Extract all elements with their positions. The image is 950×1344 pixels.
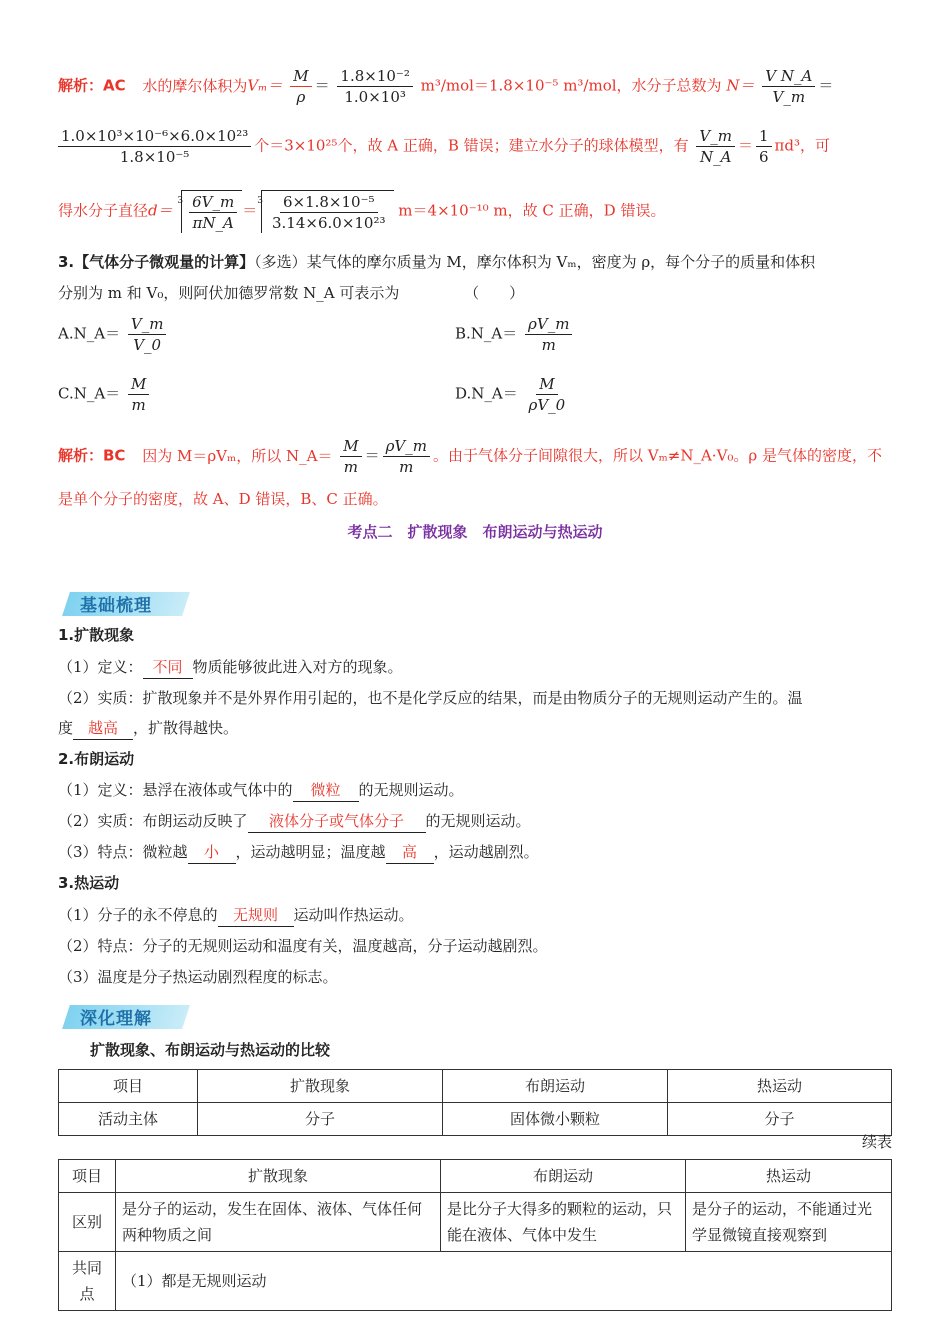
solution1-line2: $\frac{\text{1.0×10³×10⁻⁶×6.0×10²³}}{\text{1.8×10⁻⁵}}$ 个＝3×10²⁵个，故 A 正确，B 错误；建立水分子的球体模型，有 $\frac{V\_m}{N\_A}$ ＝ $\frac{1}{6}$ πd³，可: [58, 126, 830, 167]
table-row: [59, 1103, 892, 1136]
equals: ＝: [364, 446, 380, 465]
frac-num: M: [128, 374, 149, 395]
frac-n2: [58, 126, 251, 167]
frac-num: 6×1.8×10⁻⁵: [280, 192, 378, 213]
fill-blank: 不同: [143, 656, 193, 679]
frac-m-rho: [290, 66, 311, 107]
compare-title: 扩散现象、布朗运动与热运动的比较: [90, 1041, 331, 1059]
text: 的无规则运动。: [425, 812, 531, 830]
section-title: 考点二 扩散现象 布朗运动与热运动: [347, 523, 603, 541]
frac-n: [762, 66, 815, 107]
text: ，扩散得越快。: [133, 719, 239, 737]
thermal-l1: [58, 904, 414, 927]
solution3-text-a: 因为 M＝ρVₘ，所以 N_A＝: [142, 446, 333, 465]
frac-den: m: [399, 458, 414, 476]
solution1-text-d: πd³，可: [774, 136, 830, 155]
frac-num: V_m: [128, 314, 167, 335]
table-row: [59, 1252, 892, 1311]
badge-deep: 深化理解: [80, 1009, 152, 1029]
solution1-label: 解析：AC: [58, 76, 126, 95]
question3-line2: [58, 282, 524, 304]
frac-vm-na: [696, 126, 735, 167]
option-lhs: N_A＝: [73, 384, 121, 403]
text: 物质能够彼此进入对方的现象。: [192, 658, 403, 676]
option-lhs: N_A＝: [471, 384, 518, 403]
option-lhs: N_A＝: [470, 324, 518, 343]
compare-table-2: [58, 1159, 892, 1311]
text: （2）实质：布朗运动反映了: [58, 812, 248, 830]
table-cell: 布朗运动: [443, 1070, 668, 1103]
option-label: A.: [58, 324, 74, 343]
brownian-feature: [58, 841, 539, 864]
text: （1）定义：: [58, 658, 143, 676]
fill-blank: 越高: [73, 717, 133, 740]
table-cell: 扩散现象: [116, 1160, 441, 1193]
question-text-2: 分别为 m 和 V₀，则阿伏加德罗常数 N_A 可表示为: [58, 284, 400, 302]
solution1-text-e: 得水分子直径: [58, 201, 149, 220]
table-cell: 项目: [59, 1160, 116, 1193]
brownian-heading: 2.布朗运动: [58, 750, 135, 768]
brownian-essence: [58, 810, 531, 833]
n-eq: N＝: [726, 76, 755, 95]
text: 运动叫作热运动。: [293, 906, 414, 924]
diffusion-essence-2: [58, 717, 238, 740]
frac-den: m: [541, 336, 556, 354]
answer-paren: （ ）: [464, 284, 525, 302]
table-cell: 分子: [198, 1103, 443, 1136]
continued-label: 续表: [861, 1133, 892, 1151]
frac-num: 6V_m: [189, 192, 237, 213]
cube-root-1: 3 $\frac{6V\_m}{\pi N\_A}$: [177, 190, 242, 233]
solution1-text: 水的摩尔体积为: [142, 76, 248, 95]
text: ，运动越剧烈。: [433, 843, 539, 861]
compare-table-1: [58, 1069, 892, 1136]
frac-den: m: [131, 396, 146, 414]
frac-den: 6: [758, 148, 769, 166]
solution1-line1: 解析：AC 水的摩尔体积为Vₘ＝ $\frac{M}{\rho}$ ＝ $\frac{\text{1.8×10⁻²}}{\text{1.0×10³}}$ m³/mol＝1.8×10⁻⁵ m³/mol，水分子总数为 N＝ $\frac{\text{V N\_A}}{V\_m}$ ＝: [58, 67, 834, 106]
solution3-text-c: 是单个分子的密度，故 A、D 错误，B、C 正确。: [58, 490, 388, 508]
solution3-text-b: 。由于气体分子间隙很大，所以 Vₘ≠N_A·V₀。ρ 是气体的密度，不: [432, 446, 883, 465]
table-cell: 是比分子大得多的颗粒的运动，只能在液体、气体中发生: [441, 1193, 686, 1252]
option-label: B.: [455, 324, 471, 343]
frac-den: N_A: [699, 148, 732, 166]
table-cell: 热运动: [668, 1070, 892, 1103]
thermal-heading: 3.热运动: [58, 874, 120, 892]
text: 度: [58, 719, 74, 737]
table-cell: 固体微小颗粒: [443, 1103, 668, 1136]
option-b[interactable]: [455, 314, 575, 355]
diffusion-heading: 1.扩散现象: [58, 626, 135, 644]
thermal-l3: （3）温度是分子热运动剧烈程度的标志。: [58, 968, 338, 986]
frac-num: ρV_m: [383, 436, 430, 457]
text: 的无规则运动。: [358, 781, 464, 799]
table-cell: 布朗运动: [441, 1160, 686, 1193]
table-cell: （1）都是无规则运动: [116, 1252, 892, 1311]
brownian-def: [58, 779, 464, 802]
fill-blank: 无规则: [218, 904, 294, 927]
option-c[interactable]: [58, 374, 152, 415]
frac-den: ρ: [296, 88, 306, 106]
question3-line1: [58, 251, 815, 273]
fill-blank: 小: [188, 841, 236, 864]
d-eq: d＝: [148, 201, 173, 220]
table-cell: 是分子的运动，发生在固体、液体、气体任何两种物质之间: [116, 1193, 441, 1252]
option-label: C.: [58, 384, 74, 403]
frac-num: M: [340, 436, 361, 457]
frac-num: M: [290, 66, 311, 87]
solution3-line1: [58, 436, 882, 477]
text: （3）特点：微粒越: [58, 843, 188, 861]
frac-m-m: [340, 436, 361, 477]
text: （1）定义：悬浮在液体或气体中的: [58, 781, 293, 799]
fill-blank: 高: [386, 841, 434, 864]
thermal-l2: （2）特点：分子的无规则运动和温度有关，温度越高，分子运动越剧烈。: [58, 937, 548, 955]
frac-num: 1.8×10⁻²: [337, 66, 412, 87]
solution1-text-f: m＝4×10⁻¹⁰ m，故 C 正确，D 错误。: [398, 201, 666, 220]
frac-rhovm-m: [383, 436, 430, 477]
question-number: 3.: [58, 253, 75, 271]
solution3-line2: [58, 488, 388, 510]
fill-blank: 液体分子或气体分子: [248, 810, 426, 833]
table-header-row: [59, 1070, 892, 1103]
frac-num: V N_A: [762, 66, 815, 87]
option-lhs: N_A＝: [73, 324, 121, 343]
option-a[interactable]: [58, 314, 169, 355]
frac-1-6: [756, 126, 772, 167]
frac-value: [337, 66, 412, 107]
frac-num: 1: [756, 126, 772, 147]
frac-den: ρV_0: [528, 396, 566, 414]
table-cell: 活动主体: [59, 1103, 198, 1136]
solution1-text-b: m³/mol＝1.8×10⁻⁵ m³/mol，水分子总数为: [420, 76, 722, 95]
diffusion-def: [58, 656, 403, 679]
vm-symbol: Vₘ＝: [247, 76, 283, 95]
solution1-text-c: 个＝3×10²⁵个，故 A 正确，B 错误；建立水分子的球体模型，有: [254, 136, 689, 155]
frac-den: V_0: [133, 336, 162, 354]
frac-den: 1.8×10⁻⁵: [119, 148, 190, 166]
table-cell: 扩散现象: [198, 1070, 443, 1103]
table-cell: 是分子的运动，不能通过光学显微镜直接观察到: [686, 1193, 892, 1252]
option-d[interactable]: [455, 374, 571, 415]
solution1-line3: 得水分子直径d＝ 3 $\frac{6V\_m}{\pi N\_A}$ ＝ 3 $\frac{\text{6×1.8×10⁻⁵}}{\text{3.14×6.0×10²³}}$ m＝4×10⁻¹⁰ m，故 C 正确，D 错误。: [58, 190, 665, 233]
text: （1）分子的永不停息的: [58, 906, 218, 924]
table-cell: 共同点: [59, 1252, 116, 1311]
cube-root-2: 3 $\frac{\text{6×1.8×10⁻⁵}}{\text{3.14×6.0×10²³}}$: [257, 190, 393, 233]
frac-num: ρV_m: [525, 314, 572, 335]
frac-num: M: [536, 374, 557, 395]
option-label: D.: [455, 384, 472, 403]
table-cell: 分子: [668, 1103, 892, 1136]
diffusion-essence-1: （2）实质：扩散现象并不是外界作用引起的，也不是化学反应的结果，而是由物质分子的无规则运动产生的。温: [58, 689, 803, 707]
badge-basic: 基础梳理: [80, 596, 152, 616]
table-row: [59, 1193, 892, 1252]
frac-num: V_m: [696, 126, 735, 147]
fill-blank: 微粒: [293, 779, 359, 802]
frac-den: 1.0×10³: [344, 88, 406, 106]
table-cell: 项目: [59, 1070, 198, 1103]
frac-den: πN_A: [192, 214, 234, 232]
question-text-1: （多选）某气体的摩尔质量为 M，摩尔体积为 Vₘ，密度为 ρ，每个分子的质量和体积: [254, 253, 816, 271]
question-tag: 【气体分子微观量的计算】: [74, 253, 255, 271]
solution3-label: 解析：BC: [58, 446, 126, 465]
text: ，运动越明显；温度越: [235, 843, 386, 861]
frac-den: m: [343, 458, 359, 476]
table-cell: 热运动: [686, 1160, 892, 1193]
table-cell: 区别: [59, 1193, 116, 1252]
frac-den: V_m: [772, 88, 806, 106]
frac-num: 1.0×10³×10⁻⁶×6.0×10²³: [58, 126, 251, 147]
frac-den: 3.14×6.0×10²³: [272, 214, 386, 232]
table-header-row: [59, 1160, 892, 1193]
